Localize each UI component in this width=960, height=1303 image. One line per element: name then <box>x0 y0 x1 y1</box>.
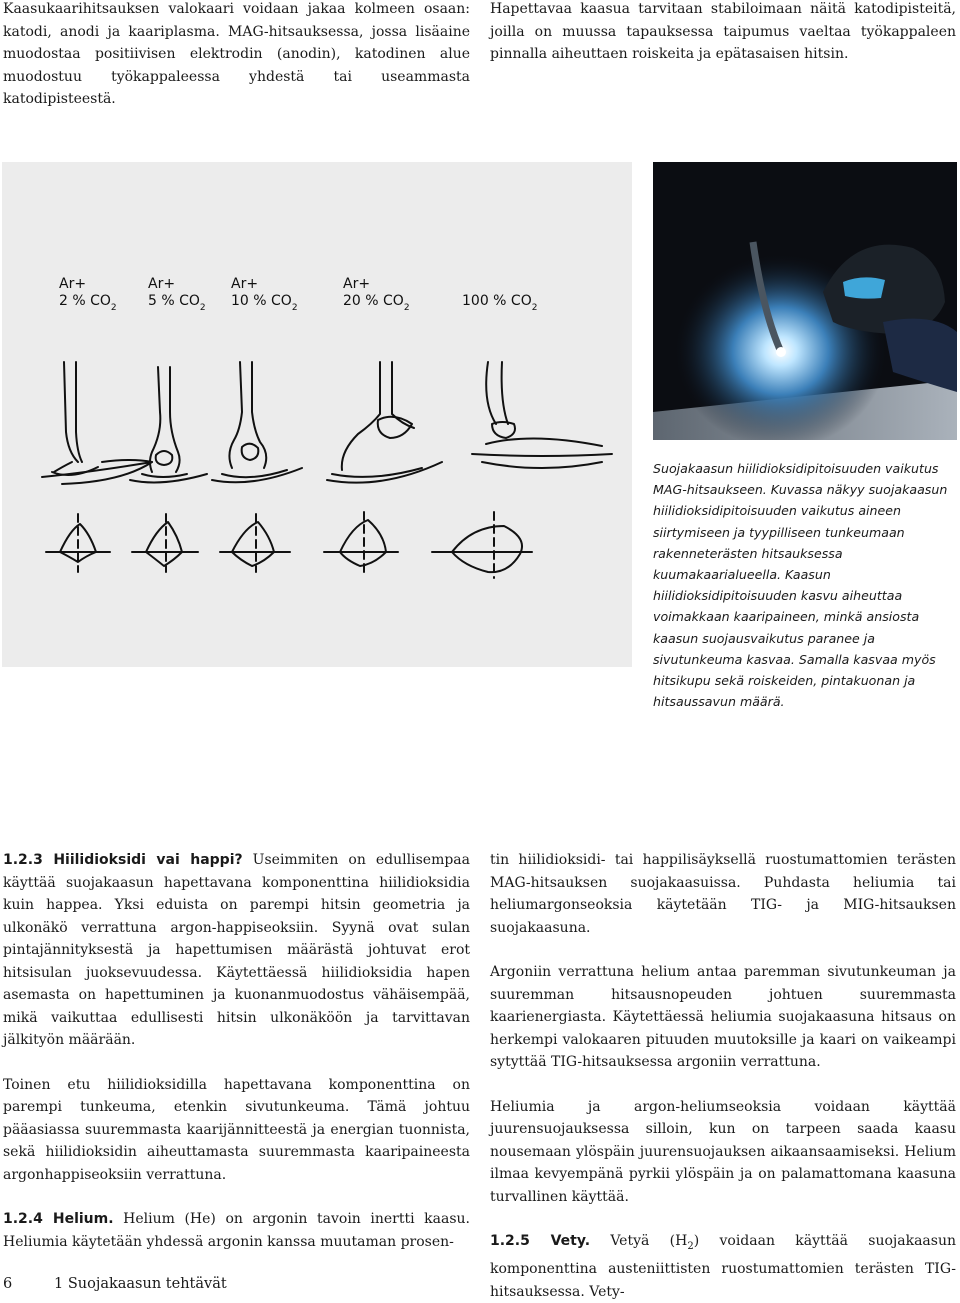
section-1-2-4-heading: 1.2.4 Helium. <box>3 1211 114 1227</box>
section-1-2-3-heading: 1.2.3 Hiilidioksidi vai happi? <box>3 852 243 868</box>
intro-paragraph-left <box>3 0 470 111</box>
section-1-2-4-paragraph-1-start: 1.2.4 Helium. Helium (He) on argonin tavoin inertti kaasu. Heliumia käytetään yhdessä argonin kanssa muutaman prosen- <box>3 1211 470 1250</box>
arc-sketch-2pct <box>42 362 152 484</box>
section-1-2-4-paragraph-1-end: tin hiilidioksidi- tai happilisäyksellä ruostumattomien terästen MAG-hitsauksen suojakaasuissa. Puhdasta heliumia tai heliumargonseoksia käytetään TIG- ja MIG-hitsauksen suojakaasuna. <box>490 852 956 936</box>
figure-label-20pct: Ar+ 20 % $CO_2$ <box>343 276 410 313</box>
figure-label-10pct: Ar+ 10 % $CO_2$ <box>231 276 298 313</box>
arc-sketch-5pct <box>130 367 207 482</box>
figure-label-2pct: Ar+ 2 % $CO_2$ <box>59 276 117 313</box>
figure-caption <box>653 458 953 712</box>
section-1-2-5-paragraph: 1.2.5 Vety. Vetyä $(H_2)$ voidaan käyttää suojakaasun komponenttina austeniittisten ruostumattomien terästen TIG-hitsauksessa. Vety- <box>490 1233 956 1300</box>
caption-text: Suojakaasun hiilidioksidipitoisuuden vaikutus MAG-hitsaukseen. Kuvassa näkyy suojakaasun hiilidioksidipitoisuuden vaikutus aineen siirtymiseen ja tyypilliseen tunkeumaan rakenneterästen hitsauksessa kuumakaarialueella. Kaasun hiilidioksidipitoisuuden kasvu aiheuttaa voimakkaan kaaripaineen, minkä ansiosta kaasun suojausvaikutus paranee ja sivutunkeuma kasvaa. Samalla kasvaa myös hitsikupu sekä roiskeiden, pintakuonan ja hitsaussavun määrä. <box>653 461 948 710</box>
penetration-profile-5pct <box>132 514 198 572</box>
section-1-2-4-paragraph-3: Heliumia ja argon-heliumseoksia voidaan käyttää juurensuojauksessa silloin, kun on tarpeen saada kaasu nousemaan ylöspäin juurensuojauksen aikaansaamiseksi. Helium ilmaa kevyempänä pyrkii ylöspäin ja on palamattomana kaasuna turvallinen käyttää. <box>490 1098 956 1205</box>
page-number: 6 <box>3 1276 13 1292</box>
penetration-profile-10pct <box>220 514 290 572</box>
figure-label-5pct: Ar+ 5 % $CO_2$ <box>148 276 206 313</box>
section-1-2-3-paragraph-1: 1.2.3 Hiilidioksidi vai happi? Useimmiten on edullisempaa käyttää suojakaasun hapettavana komponenttina hiilidioksidia kuin happea. Yksi eduista on parempi hitsin geometria ja ulkonäkö verrattuna argon-happiseoksiin. Syynä ovat sulan pintajännityksestä ja hapettumisen määrästä johtuvat erot hitsisulan juoksevuudessa. Käytettäessä hiilidioksidia hapen asemasta on hapettuminen ja kuonanmuodostus vähäisempää, mikä vaikuttaa edullisesti hitsin ulkonäköön ja tarvittavan jälkityön määrään. <box>3 852 470 1048</box>
penetration-profile-100pct <box>432 512 532 578</box>
section-1-2-5-heading: 1.2.5 Vety. <box>490 1233 591 1249</box>
body-column-left <box>3 849 470 1253</box>
body-column-right <box>490 849 956 1303</box>
section-1-2-4-paragraph-2: Argoniin verrattuna helium antaa paremman sivutunkeuman ja suuremman hitsausnopeuden johtuen suuremmasta kaarienergiasta. Käytettäessä heliumia suojakaasuna hitsaus on herkempi valokaaren pituuden muutoksille ja kaari on vaikeampi sytyttää TIG-hitsauksessa argoniin verrattuna. <box>490 964 956 1070</box>
penetration-profile-20pct <box>324 512 398 574</box>
arc-drawings <box>2 162 632 667</box>
intro-text-left: Kaasukaarihitsauksen valokaari voidaan jakaa kolmeen osaan: katodi, anodi ja kaariplasma. MAG-hitsauksessa, jossa lisäaine muodostaa positiivisen elektrodin (anodin), katodinen alue muodostuu työkappaleessa yhdestä tai useammasta katodipisteestä. <box>3 1 470 107</box>
section-1-2-3-paragraph-2: Toinen etu hiilidioksidilla hapettavana komponenttina on parempi tunkeuma, etenkin sivutunkeuma. Tämä johtuu pääasiassa suuremmasta kaarijännitteestä ja energian tuonnista, sekä hiilidioksidin aiheuttamasta suuremmasta kaaripaineesta argonhappiseoksiin verrattuna. <box>3 1076 470 1183</box>
co2-effect-figure <box>2 162 632 667</box>
figure-label-100pct: 100 % $CO_2$ <box>462 293 538 313</box>
penetration-profile-2pct <box>46 514 110 572</box>
footer-chapter: 1 Suojakaasun tehtävät <box>54 1276 227 1292</box>
intro-paragraph-right <box>490 0 956 66</box>
welding-photo <box>653 162 957 440</box>
arc-sketch-100pct <box>472 362 612 468</box>
intro-text-right: Hapettavaa kaasua tarvitaan stabiloimaan näitä katodipisteitä, joilla on muussa tapauksessa taipumus vaeltaa työkappaleen pinnalla aiheuttaen roiskeita ja epätasaisen hitsin. <box>490 1 956 62</box>
arc-sketch-20pct <box>327 362 442 483</box>
welder-image <box>653 162 957 440</box>
arc-sketch-10pct <box>212 362 302 482</box>
